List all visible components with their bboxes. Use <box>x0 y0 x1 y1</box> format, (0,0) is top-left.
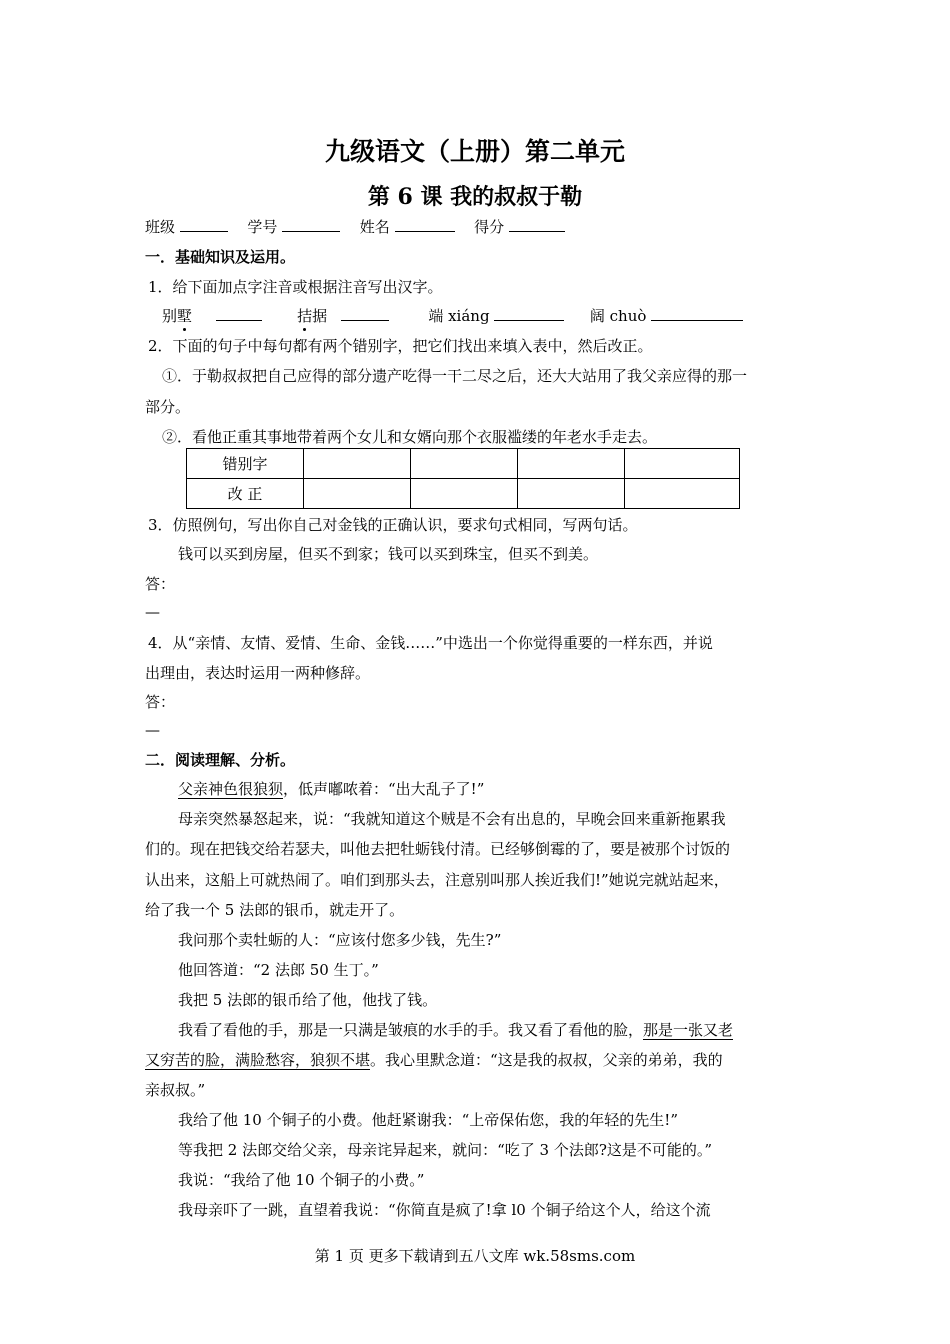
q1-blank3[interactable] <box>494 306 564 321</box>
passage-p9: 我说：“我给了他 10 个铜子的小费。” <box>178 1171 425 1189</box>
info-row <box>145 216 565 237</box>
q3-answer-label: 答： <box>145 575 176 593</box>
table-cell[interactable] <box>411 449 518 479</box>
passage-p2-line1: 母亲突然暴怒起来，说：“我就知道这个贼是不会有出息的，早晚会回来重新拖累我 <box>178 810 726 828</box>
id-blank[interactable] <box>282 217 340 232</box>
underlined-phrase-2b: 又穷苦的脸，满脸愁容，狼狈不堪 <box>145 1051 371 1069</box>
page-footer: 第 1 页 更多下载请到五八文库 wk.58sms.com <box>314 1247 636 1265</box>
name-label: 姓名 <box>359 218 390 236</box>
lesson-title: 第 6 课 我的叔叔于勒 <box>367 184 583 210</box>
score-blank[interactable] <box>509 217 565 232</box>
q1-word1-char1: 别 <box>162 307 178 325</box>
passage-p6-line3: 亲叔叔。” <box>145 1081 206 1099</box>
class-blank[interactable] <box>180 217 228 232</box>
q2-sentence2: ②．看他正重其事地带着两个女儿和女婿向那个衣服褴缕的年老水手走去。 <box>162 428 658 446</box>
table-cell[interactable] <box>625 449 740 479</box>
name-blank[interactable] <box>395 217 455 232</box>
passage-p1-rest: ，低声嘟哝着：“出大乱子了!” <box>283 780 485 798</box>
correction-table <box>186 448 740 509</box>
id-label: 学号 <box>247 218 278 236</box>
passage-p1 <box>178 778 484 799</box>
passage-p10: 我母亲吓了一跳，直望着我说：“你简直是疯了!拿 l0 个铜子给这个人，给这个流 <box>178 1201 711 1219</box>
table-row <box>187 479 740 509</box>
q1-word4: 阔 chuò <box>589 307 647 325</box>
q1-blank2[interactable] <box>341 306 389 321</box>
q2-sentence1-line1: ①．于勒叔叔把自己应得的部分遗产吃得一干二尽之后，还大大站用了我父亲应得的那一 <box>162 367 748 385</box>
passage-p6-line1-text: 我看了看他的手，那是一只满是皱痕的水手的手。我又看了看他的脸， <box>178 1021 644 1039</box>
section1-heading: 一．基础知识及运用。 <box>145 248 296 266</box>
passage-p3: 我问那个卖牡蛎的人：“应该付您多少钱，先生?” <box>178 931 502 949</box>
q1-word2-char2: 据 <box>312 307 328 325</box>
q1-items <box>162 305 743 326</box>
table-cell[interactable] <box>518 479 625 509</box>
underlined-phrase-2a: 那是一张又老 <box>643 1021 734 1039</box>
q3-text: 3．仿照例句，写出你自己对金钱的正确认识，要求句式相同，写两句话。 <box>148 516 638 534</box>
passage-p6-line1 <box>178 1019 733 1040</box>
table-header-wrong: 错别字 <box>187 449 304 479</box>
table-cell[interactable] <box>625 479 740 509</box>
passage-p2-line3: 认出来，这船上可就热闹了。咱们到那头去，注意别叫那人挨近我们!”她说完就站起来， <box>145 871 729 889</box>
q2-text: 2．下面的句子中每句都有两个错别字，把它们找出来填入表中，然后改正。 <box>148 337 653 355</box>
q3-example: 钱可以买到房屋，但买不到家；钱可以买到珠宝，但买不到美。 <box>178 545 599 563</box>
passage-p6-line2 <box>145 1049 723 1070</box>
q4-line2: 出理由，表达时运用一两种修辞。 <box>145 664 371 682</box>
score-label: 得分 <box>474 218 505 236</box>
q3-answer-line[interactable]: — <box>145 603 160 621</box>
q1-blank4[interactable] <box>651 306 743 321</box>
q2-sentence1-line2: 部分。 <box>145 398 191 416</box>
page-title: 九级语文（上册）第二单元 <box>324 137 625 166</box>
passage-p7: 我给了他 10 个铜子的小费。他赶紧谢我：“上帝保佑您，我的年轻的先生!” <box>178 1111 678 1129</box>
table-header-correct: 改 正 <box>187 479 304 509</box>
table-cell[interactable] <box>304 449 411 479</box>
q1-blank1[interactable] <box>216 306 262 321</box>
passage-p5: 我把 5 法郎的银币给了他，他找了钱。 <box>178 991 438 1009</box>
q1-word3: 端 xiáng <box>428 307 490 325</box>
q1-word2-dotted: 拮 <box>297 307 313 325</box>
passage-p2-line2: 们的。现在把钱交给若瑟夫，叫他去把牡蛎钱付清。已经够倒霉的了，要是被那个讨饭的 <box>145 840 731 858</box>
q1-word1-dotted: 墅 <box>177 307 193 325</box>
passage-p6-line2-text: 。我心里默念道：“这是我的叔叔，父亲的弟弟，我的 <box>370 1051 723 1069</box>
passage-p4: 他回答道：“2 法郎 50 生丁。” <box>178 961 379 979</box>
table-cell[interactable] <box>304 479 411 509</box>
q1-text: 1．给下面加点字注音或根据注音写出汉字。 <box>148 278 443 296</box>
q4-answer-line[interactable]: — <box>145 721 160 739</box>
q4-line1: 4．从“亲情、友情、爱情、生命、金钱……”中选出一个你觉得重要的一样东西，并说 <box>148 634 713 652</box>
passage-p8: 等我把 2 法郎交给父亲，母亲诧异起来，就问：“吃了 3 个法郎?这是不可能的。” <box>178 1141 713 1159</box>
table-cell[interactable] <box>411 479 518 509</box>
class-label: 班级 <box>145 218 176 236</box>
passage-p2-line4: 给了我一个 5 法郎的银币，就走开了。 <box>145 901 405 919</box>
section2-heading: 二．阅读理解、分析。 <box>145 751 296 769</box>
q4-answer-label: 答： <box>145 693 176 711</box>
table-row <box>187 449 740 479</box>
table-cell[interactable] <box>518 449 625 479</box>
underlined-phrase-1: 父亲神色很狼狈 <box>178 780 284 798</box>
